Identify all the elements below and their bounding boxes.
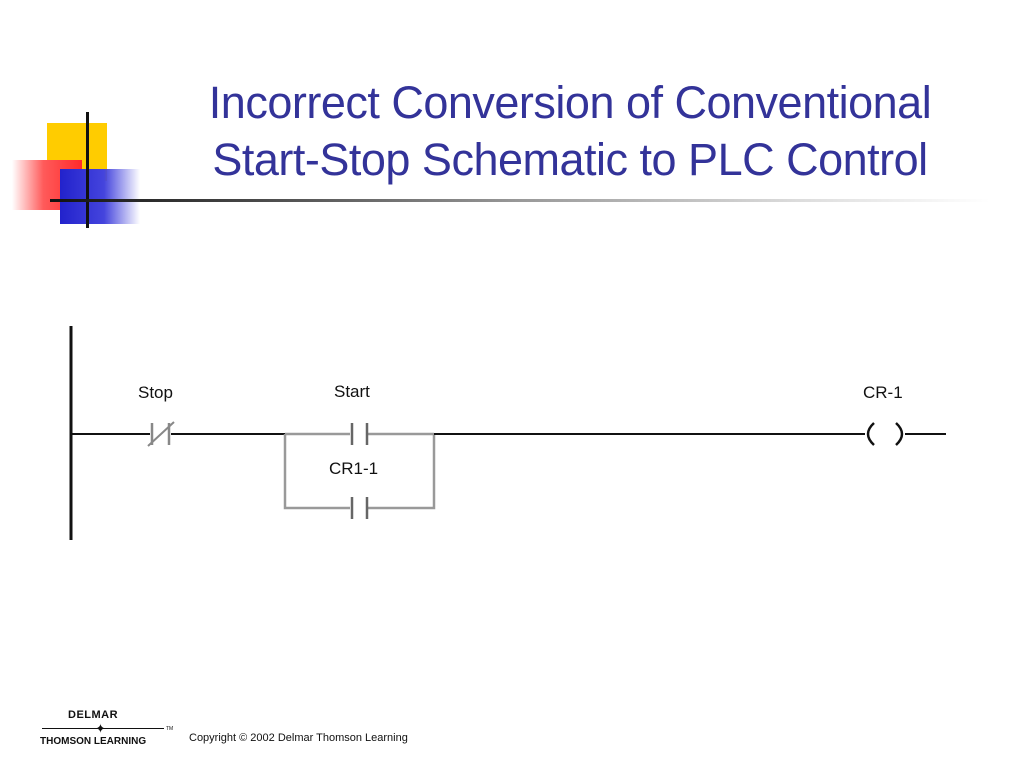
seal-contact-label: CR1-1 bbox=[329, 459, 379, 478]
copyright-text: Copyright © 2002 Delmar Thomson Learning bbox=[189, 732, 408, 744]
logo-bottom-text: THOMSON LEARNING bbox=[40, 736, 147, 747]
output-coil bbox=[868, 423, 902, 445]
logo-top-text: DELMAR bbox=[68, 709, 119, 721]
seal-contact bbox=[352, 497, 367, 519]
stop-label: Stop bbox=[138, 383, 173, 402]
coil-label: CR-1 bbox=[863, 383, 903, 402]
stop-contact bbox=[148, 422, 174, 446]
delmar-logo bbox=[40, 709, 180, 749]
title-line-2: Start-Stop Schematic to PLC Control bbox=[212, 134, 928, 185]
logo-trademark: TM bbox=[166, 726, 174, 732]
start-label: Start bbox=[334, 382, 370, 401]
start-contact bbox=[352, 423, 367, 445]
star-icon: ✦ bbox=[95, 721, 106, 736]
title-line-1: Incorrect Conversion of Conventional bbox=[208, 77, 932, 128]
